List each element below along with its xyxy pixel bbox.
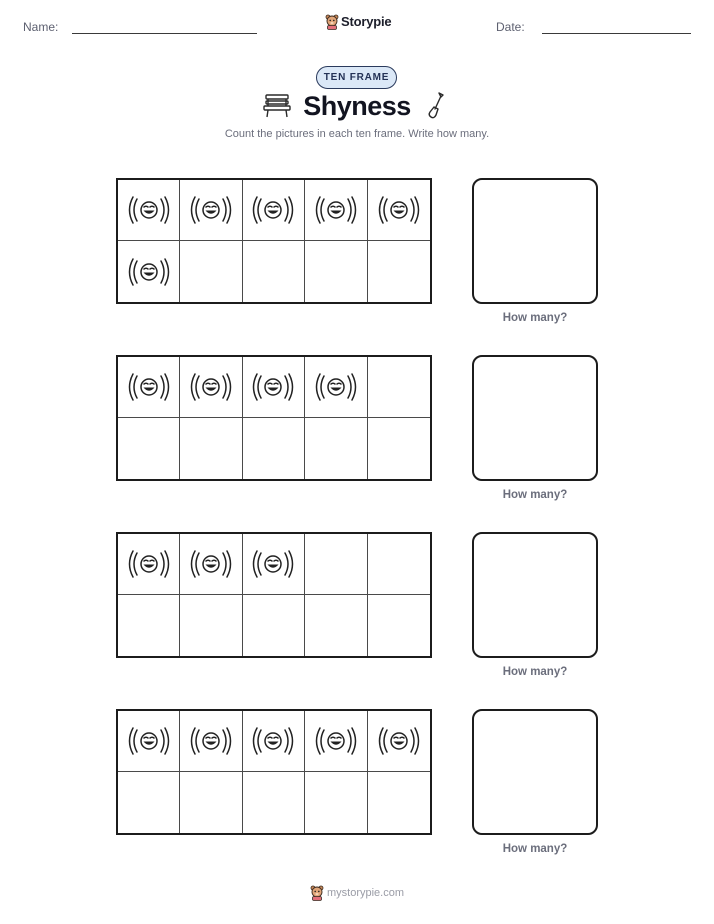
ten-frame-cell bbox=[118, 534, 180, 595]
shy-face-icon bbox=[127, 194, 171, 226]
ten-frame-cell bbox=[243, 595, 305, 656]
ten-frame-cell bbox=[243, 772, 305, 833]
ten-frame-cell bbox=[368, 241, 430, 302]
footer bbox=[310, 884, 404, 901]
how-many-label-4: How many? bbox=[502, 843, 568, 855]
ten-frame-cell bbox=[305, 180, 367, 241]
storypie-bear-icon bbox=[325, 13, 339, 30]
shy-face-icon bbox=[189, 194, 233, 226]
ten-frame-cell bbox=[368, 711, 430, 772]
shovel-icon bbox=[426, 91, 446, 121]
how-many-label-3: How many? bbox=[502, 666, 568, 678]
shy-face-icon bbox=[251, 371, 295, 403]
ten-frame-cell bbox=[305, 418, 367, 479]
ten-frame-cell bbox=[243, 241, 305, 302]
ten-frame-cell bbox=[305, 534, 367, 595]
answer-box-3[interactable] bbox=[472, 532, 598, 658]
shy-face-icon bbox=[251, 548, 295, 580]
shy-face-icon bbox=[189, 371, 233, 403]
ten-frame-cell bbox=[368, 595, 430, 656]
ten-frame-cell bbox=[243, 180, 305, 241]
ten-frame-cell bbox=[180, 418, 242, 479]
shy-face-icon bbox=[377, 725, 421, 757]
shy-face-icon bbox=[127, 256, 171, 288]
ten-frame-cell bbox=[118, 418, 180, 479]
how-many-label-2: How many? bbox=[502, 489, 568, 501]
ten-frame-cell bbox=[368, 357, 430, 418]
date-label: Date: bbox=[496, 20, 525, 34]
ten-frame-cell bbox=[180, 595, 242, 656]
footer-url: mystorypie.com bbox=[327, 886, 405, 899]
ten-frame-1 bbox=[116, 178, 432, 304]
date-line bbox=[542, 33, 691, 34]
ten-frame-cell bbox=[118, 241, 180, 302]
ten-frame-2 bbox=[116, 355, 432, 481]
shy-face-icon bbox=[127, 725, 171, 757]
shy-face-icon bbox=[314, 371, 358, 403]
shy-face-icon bbox=[127, 548, 171, 580]
ten-frame-cell bbox=[243, 534, 305, 595]
ten-frame-cell bbox=[180, 772, 242, 833]
shy-face-icon bbox=[127, 371, 171, 403]
shy-face-icon bbox=[189, 725, 233, 757]
ten-frame-cell bbox=[118, 595, 180, 656]
ten-frame-cell bbox=[243, 357, 305, 418]
ten-frame-cell bbox=[118, 357, 180, 418]
shy-face-icon bbox=[314, 725, 358, 757]
ten-frame-cell bbox=[305, 357, 367, 418]
answer-box-1[interactable] bbox=[472, 178, 598, 304]
ten-frame-cell bbox=[180, 711, 242, 772]
ten-frame-cell bbox=[243, 711, 305, 772]
shy-face-icon bbox=[251, 725, 295, 757]
ten-frame-cell bbox=[180, 534, 242, 595]
instructions: Count the pictures in each ten frame. Write how many. bbox=[224, 128, 490, 140]
ten-frame-cell bbox=[305, 595, 367, 656]
shy-face-icon bbox=[251, 194, 295, 226]
shy-face-icon bbox=[377, 194, 421, 226]
ten-frame-cell bbox=[305, 772, 367, 833]
answer-box-4[interactable] bbox=[472, 709, 598, 835]
worksheet-badge: TEN FRAME bbox=[316, 66, 397, 89]
ten-frame-cell bbox=[368, 772, 430, 833]
ten-frame-cell bbox=[118, 772, 180, 833]
answer-box-2[interactable] bbox=[472, 355, 598, 481]
ten-frame-cell bbox=[305, 711, 367, 772]
ten-frame-cell bbox=[243, 418, 305, 479]
ten-frame-cell bbox=[118, 180, 180, 241]
ten-frame-cell bbox=[368, 534, 430, 595]
ten-frame-3 bbox=[116, 532, 432, 658]
brand-name: Storypie bbox=[341, 14, 392, 29]
ten-frame-cell bbox=[118, 711, 180, 772]
worksheet-title: Shyness bbox=[303, 91, 411, 121]
ten-frame-cell bbox=[368, 180, 430, 241]
name-label: Name: bbox=[23, 20, 59, 34]
ten-frame-cell bbox=[305, 241, 367, 302]
how-many-label-1: How many? bbox=[502, 312, 568, 324]
ten-frame-cell bbox=[368, 418, 430, 479]
ten-frame-cell bbox=[180, 241, 242, 302]
name-line bbox=[72, 33, 257, 34]
shy-face-icon bbox=[314, 194, 358, 226]
ten-frame-cell bbox=[180, 180, 242, 241]
shy-face-icon bbox=[189, 548, 233, 580]
brand bbox=[325, 13, 391, 30]
ten-frame-4 bbox=[116, 709, 432, 835]
storypie-bear-icon bbox=[310, 884, 324, 901]
ten-frame-cell bbox=[180, 357, 242, 418]
